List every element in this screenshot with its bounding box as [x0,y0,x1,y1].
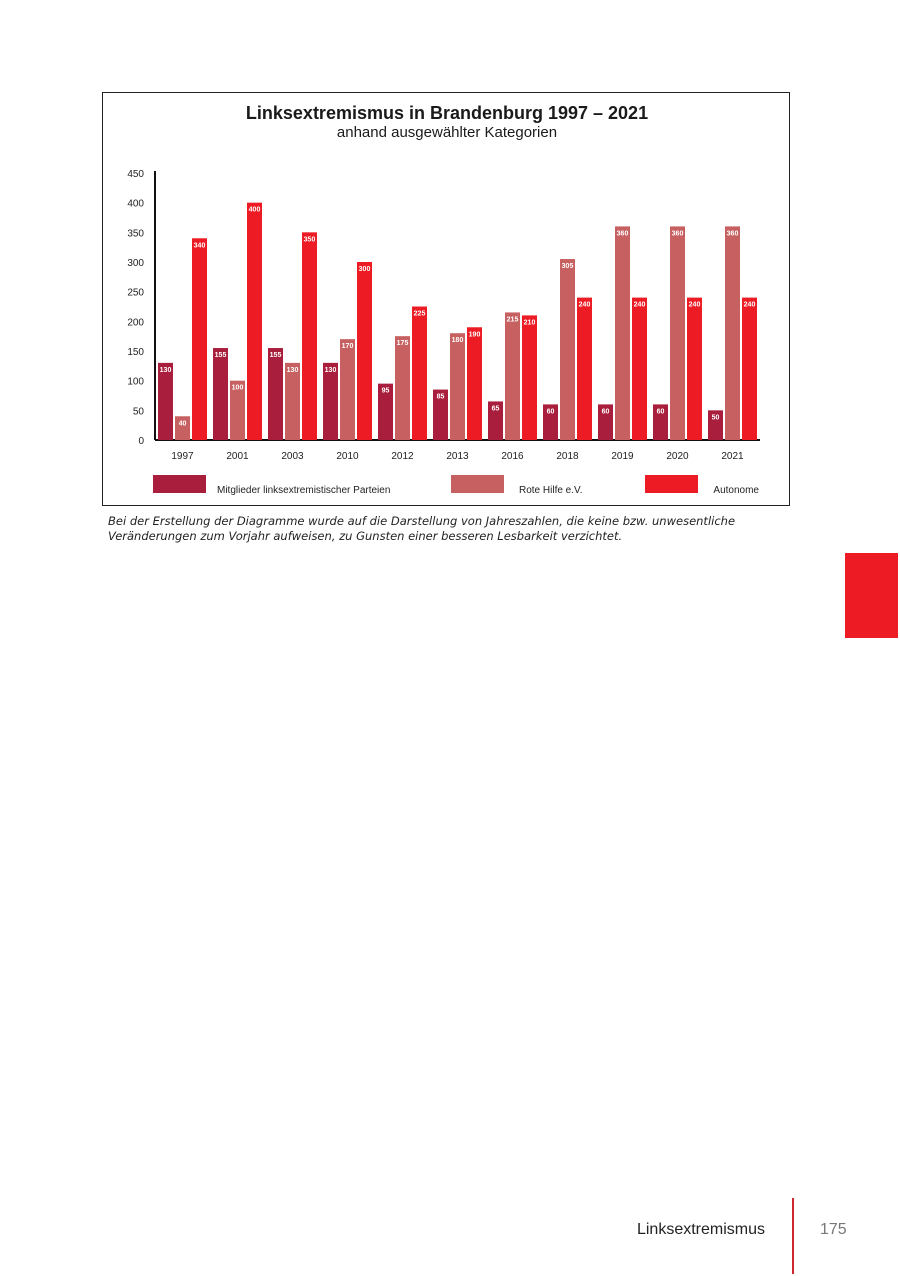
y-tick-label: 450 [127,169,144,180]
bar-value-label: 360 [616,230,629,238]
bar-value-label: 130 [286,366,299,374]
bar-value-label: 340 [193,242,206,250]
bar [357,262,372,440]
bar-value-label: 130 [324,366,337,374]
legend-swatch [645,475,698,493]
chart-subtitle: anhand ausgewählter Kategorien [336,124,558,141]
bar-value-label: 300 [358,266,371,273]
bar [522,315,537,440]
bar-chart [103,93,791,507]
legend-label: Rote Hilfe e.V. [519,485,583,496]
y-tick-label: 350 [127,228,144,240]
bar [247,203,262,440]
bar-value-label: 155 [269,352,282,360]
x-tick-label: 2019 [611,451,634,462]
bar-value-label: 400 [248,206,261,214]
bar [268,348,283,440]
x-tick-label: 2003 [281,451,304,462]
section-marker-tab [845,553,898,638]
bar-value-label: 175 [396,340,409,348]
bar [395,336,410,440]
chart-frame [102,92,790,506]
bar [213,348,228,440]
x-tick-label: 2001 [226,451,249,462]
bar-value-label: 215 [506,316,519,324]
footer-divider [792,1198,794,1274]
bar-value-label: 305 [561,263,574,271]
bar [725,226,740,440]
legend-label: Autonome [713,485,759,496]
bar-value-label: 85 [436,393,445,401]
x-tick-label: 2013 [446,451,469,462]
x-tick-label: 2016 [501,451,524,462]
y-tick-label: 50 [132,406,144,418]
x-tick-label: 2021 [721,451,744,462]
bar-value-label: 50 [711,414,720,422]
bar [285,363,300,440]
bar [577,298,592,440]
bar-value-label: 240 [743,301,756,309]
bar-value-label: 190 [468,331,481,339]
y-tick-label: 300 [127,258,144,269]
bar-value-label: 360 [671,230,684,238]
bar-value-label: 155 [214,352,227,360]
y-tick-label: 400 [127,198,144,210]
bar [302,232,317,440]
bar-value-label: 180 [451,337,464,345]
bar [340,339,355,440]
bar [412,307,427,441]
bar-value-label: 210 [523,319,536,327]
footer-section-title: Linksextremismus [636,1221,765,1238]
bar-value-label: 100 [231,384,244,392]
chart-caption: Bei der Erstellung der Diagramme wurde auf die Darstellung von Jahreszahlen, die keine bzw. unwesentliche Veränderungen zum Vorjahr aufweisen, zu Gunsten einer besseren Lesbarkeit verzichtet. [108,514,736,543]
y-tick-label: 150 [127,347,144,358]
bar-value-label: 360 [726,230,739,238]
bar [742,298,757,440]
bar [560,259,575,440]
bar-value-label: 60 [656,408,665,416]
bar [450,333,465,440]
legend-label: Mitglieder linksextremistischer Parteien [217,485,391,496]
x-tick-label: 1997 [171,451,194,462]
bar-value-label: 40 [178,420,187,428]
bar-value-label: 130 [159,366,172,374]
x-tick-label: 2010 [336,451,359,462]
legend-swatch [451,475,504,493]
x-tick-label: 2020 [666,451,689,462]
bar [687,298,702,440]
bar [505,312,520,440]
bar-value-label: 170 [341,343,354,351]
page-number: 175 [820,1221,847,1238]
bar [158,363,173,440]
y-tick-label: 200 [127,317,144,329]
legend-swatch [153,475,206,493]
bar [467,327,482,440]
bar [323,363,338,440]
bar-value-label: 240 [688,301,701,309]
chart-title: Linksextremismus in Brandenburg 1997 – 2021 [245,103,649,123]
y-tick-label: 100 [127,376,144,388]
bar-value-label: 225 [413,310,426,318]
bar-value-label: 95 [381,387,390,395]
y-tick-label: 0 [138,436,144,447]
bar [192,238,207,440]
bar [632,298,647,440]
y-tick-label: 250 [127,287,144,299]
bar-value-label: 65 [491,405,500,413]
bar-value-label: 60 [601,408,610,416]
bar-value-label: 350 [303,236,316,244]
bar-value-label: 240 [633,301,646,309]
bar [670,226,685,440]
x-tick-label: 2018 [556,451,579,462]
x-tick-label: 2012 [391,451,414,462]
bar-value-label: 60 [546,408,555,416]
bar [615,226,630,440]
bar-value-label: 240 [578,301,591,309]
